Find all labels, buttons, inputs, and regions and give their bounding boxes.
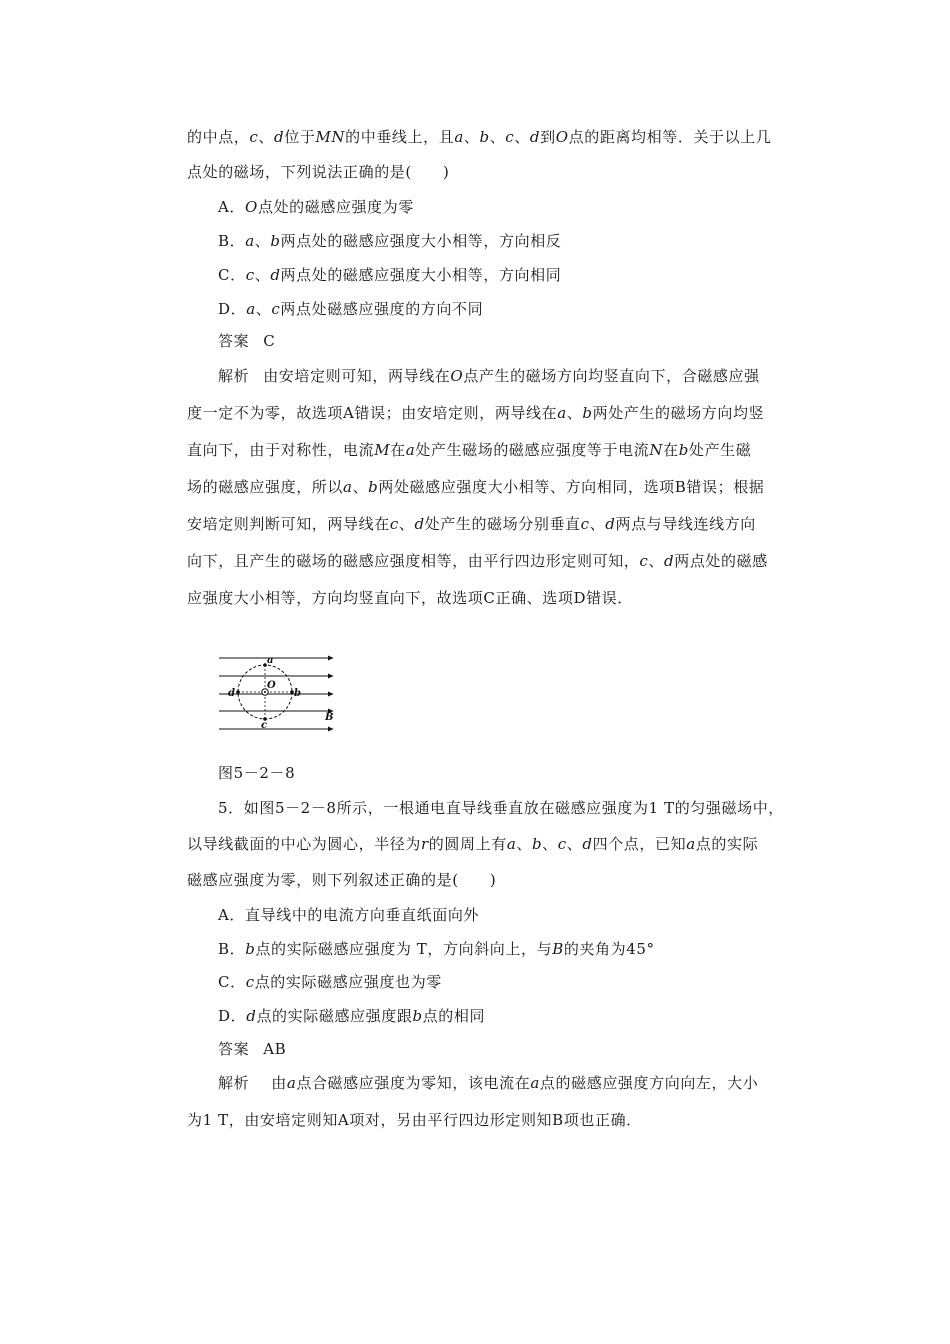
q4-option-b: B．a、b两点处的磁感应强度大小相等，方向相反 — [218, 232, 562, 250]
magnetic-field-figure — [215, 652, 340, 737]
label-c: c — [261, 720, 268, 731]
q5-stem-line-1: 5．如图5－2－8所示，一根通电直导线垂直放在磁感应强度为1 T的匀强磁场中， — [218, 799, 784, 817]
q4-option-a: A．O点处的磁感应强度为零 — [218, 198, 414, 216]
q4-analysis-line-7: 应强度大小相等，方向均竖直向下，故选项C正确、选项D错误． — [187, 589, 633, 607]
q4-analysis-line-4: 场的磁感应强度，所以a、b两处磁感应强度大小相等、方向相同，选项B错误；根据 — [187, 478, 765, 496]
q5-analysis-line-2: 为1 T，由安培定则知A项对，另由平行四边形定则知B项也正确． — [187, 1111, 642, 1129]
q4-analysis-line-1: 解析 由安培定则可知，两导线在O点产生的磁场方向均竖直向下，合磁感应强 — [218, 367, 760, 385]
q4-stem-line-2: 点处的磁场，下列说法正确的是( ) — [187, 163, 450, 181]
label-a: a — [267, 655, 274, 666]
label-field-b: B — [325, 712, 334, 723]
figure-caption: 图5－2－8 — [218, 764, 296, 782]
q5-option-c: C．c点的实际磁感应强度也为零 — [218, 973, 442, 991]
q5-option-b: B．b点的实际磁感应强度为 T，方向斜向上，与B的夹角为45° — [218, 940, 655, 958]
q4-analysis-line-6: 向下，且产生的磁场的磁感应强度相等，由平行四边形定则可知，c、d两点处的磁感 — [187, 552, 768, 570]
q4-stem-line-1: 的中点，c、d位于MN的中垂线上，且a、b、c、d到O点的距离均相等．关于以上几 — [187, 128, 772, 146]
q5-option-a: A．直导线中的电流方向垂直纸面向外 — [218, 906, 480, 924]
q4-analysis-line-5: 安培定则判断可知，两导线在c、d处产生的磁场分别垂直c、d两点与导线连线方向 — [187, 515, 756, 533]
q5-stem-line-3: 磁感应强度为零，则下列叙述正确的是( ) — [187, 871, 497, 889]
q4-option-c: C．c、d两点处的磁感应强度大小相等，方向相同 — [218, 266, 562, 284]
q5-analysis-line-1: 解析 由a点合磁感应强度为零知，该电流在a点的磁感应强度方向向左，大小 — [218, 1074, 759, 1092]
label-o: O — [267, 680, 276, 691]
q4-answer: 答案 C — [218, 332, 276, 350]
label-d: d — [228, 688, 235, 699]
q5-answer: 答案 AB — [218, 1040, 287, 1058]
q4-option-d: D．a、c两点处磁感应强度的方向不同 — [218, 300, 484, 318]
q5-option-d: D．d点的实际磁感应强度跟b点的相同 — [218, 1007, 486, 1025]
q4-analysis-line-2: 度一定不为零，故选项A错误；由安培定则，两导线在a、b两处产生的磁场方向均竖 — [187, 404, 765, 422]
q5-stem-line-2: 以导线截面的中心为圆心，半径为r的圆周上有a、b、c、d四个点，已知a点的实际 — [187, 835, 759, 853]
label-b: b — [294, 688, 301, 699]
q4-analysis-line-3: 直向下，由于对称性，电流M在a处产生磁场的磁感应强度等于电流N在b处产生磁 — [187, 441, 752, 459]
point-d — [236, 690, 240, 694]
